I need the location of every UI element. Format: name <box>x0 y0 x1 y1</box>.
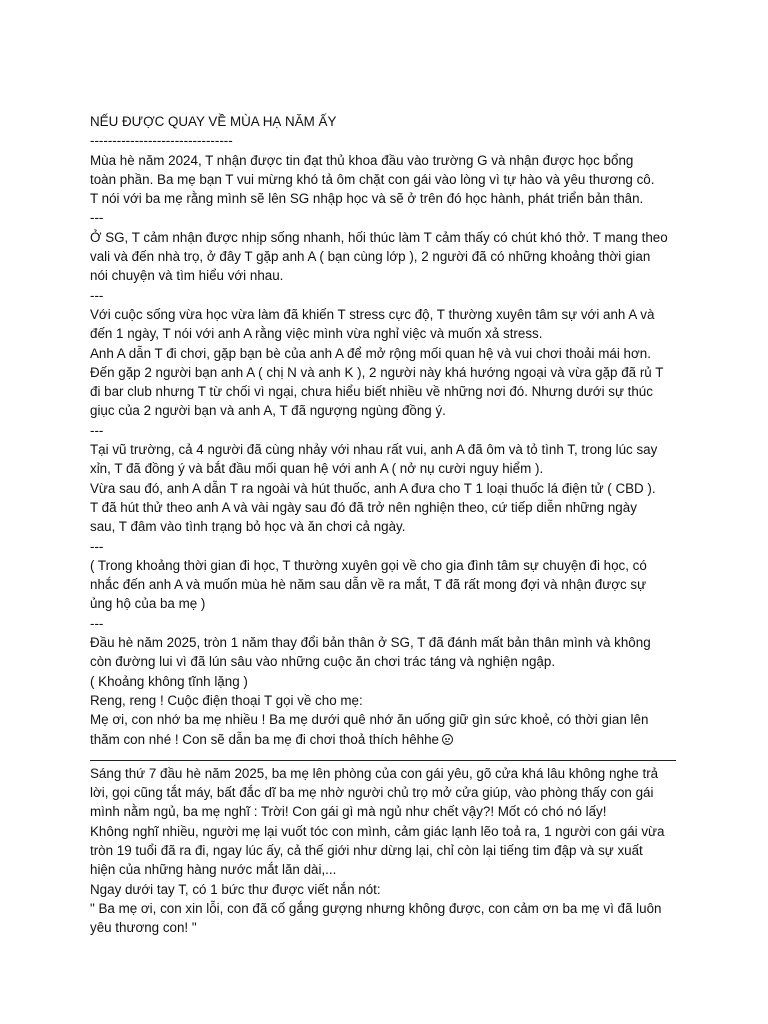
text-line: lời, gọi cũng tắt máy, bất đắc dĩ ba mẹ nhờ người chủ trọ mở cửa giúp, vào phòng thấy con gái <box>90 785 654 801</box>
phone-call-line <box>90 730 682 749</box>
text-line: đi bar club nhưng T từ chối vì ngại, chưa hiểu biết nhiều về những nơi đó. Nhưng dưới sự thúc <box>90 384 653 400</box>
text-line: Mùa hè năm 2024, T nhận được tin đạt thủ khoa đầu vào trường G và nhận được học bổng <box>90 152 634 168</box>
text-line: Anh A dẫn T đi chơi, gặp bạn bè của anh A để mở rộng mối quan hệ và vui chơi thoải mái hơn. <box>90 345 651 361</box>
text-line: " Ba mẹ ơi, con xin lỗi, con đã cố gắng gượng nhưng không được, con cảm ơn ba mẹ vì đã luôn <box>90 900 662 916</box>
text-line: toàn phần. Ba mẹ bạn T vui mừng khó tả ôm chặt con gái vào lòng vì tự hào và yêu thương cô. <box>90 171 655 187</box>
text-line: Ở SG, T cảm nhận được nhịp sống nhanh, hối thúc làm T cảm thấy có chút khó thở. T mang theo <box>90 229 668 245</box>
text-line: Đến gặp 2 người bạn anh A ( chị N và anh K ), 2 người này khá hướng ngoại và vừa gặp đã rủ T <box>90 364 664 380</box>
text-line: vali và đến nhà trọ, ở đây T gặp anh A ( bạn cùng lớp ), 2 người đã có những khoảng thời gian <box>90 249 651 265</box>
text-line: Không nghĩ nhiều, người mẹ lại vuốt tóc con mình, cảm giác lạnh lẽo toả ra, 1 người con gái vừa <box>90 823 665 839</box>
text-line: Reng, reng ! Cuộc điện thoại T gọi về cho mẹ: <box>90 692 363 708</box>
text-line: ủng hộ của ba mẹ ) <box>90 596 206 612</box>
text-line: ( Trong khoảng thời gian đi học, T thường xuyên gọi về cho gia đình tâm sự chuyện đi học, có <box>90 557 647 573</box>
text-line: Sáng thứ 7 đầu hè năm 2025, ba mẹ lên phòng của con gái yêu, gõ cửa khá lâu không nghe trả <box>90 765 659 781</box>
text-line: Với cuộc sống vừa học vừa làm đã khiến T stress cực độ, T thường xuyên tâm sự với anh A và <box>90 306 655 322</box>
phone-call-text: thăm con nhé ! Con sẽ dẫn ba mẹ đi chơi thoả thích hêhhe <box>90 731 439 747</box>
text-line: mình nằm ngủ, ba mẹ nghĩ : Trời! Con gái gì mà ngủ như chết vậy?! Mốt có chó nó lấy! <box>90 804 607 820</box>
text-line: --- <box>90 422 104 438</box>
text-line: --- <box>90 287 104 303</box>
story-part-2 <box>90 764 682 938</box>
text-line: Vừa sau đó, anh A dẫn T ra ngoài và hút thuốc, anh A đưa cho T 1 loại thuốc lá điện tử ( CBD ). <box>90 480 656 496</box>
document-title: NẾU ĐƯỢC QUAY VỀ MÙA HẠ NĂM ẤY <box>90 114 337 129</box>
text-line: -------------------------------- <box>90 133 233 149</box>
text-line: Ngay dưới tay T, có 1 bức thư được viết nắn nót: <box>90 881 381 897</box>
text-line: --- <box>90 210 104 226</box>
text-line: hiện của những hàng nước mắt lăn dài,... <box>90 862 337 878</box>
text-line: ( Khoảng không tĩnh lặng ) <box>90 673 248 689</box>
text-line: xỉn, T đã đồng ý và bắt đầu mối quan hệ với anh A ( nở nụ cười nguy hiểm ). <box>90 461 544 477</box>
text-line: --- <box>90 615 104 631</box>
document-page <box>90 112 682 937</box>
smiling-face-icon <box>442 734 453 745</box>
text-line: tròn 19 tuổi đã ra đi, ngay lúc ấy, cả thế giới như dừng lại, chỉ còn lại tiếng tim đập và sự xuất <box>90 842 643 858</box>
section-divider <box>90 760 676 761</box>
text-line: Mẹ ơi, con nhớ ba mẹ nhiều ! Ba mẹ dưới quê nhớ ăn uống giữ gìn sức khoẻ, có thời gian lên <box>90 712 649 728</box>
text-line: giục của 2 người bạn và anh A, T đã ngượng ngùng đồng ý. <box>90 403 446 419</box>
text-line: còn đường lui vì đã lún sâu vào những cuộc ăn chơi trác táng và nghiện ngập. <box>90 654 556 670</box>
story-part-1 <box>90 131 682 729</box>
text-line: sau, T đâm vào tình trạng bỏ học và ăn chơi cả ngày. <box>90 519 406 535</box>
text-line: T nói với ba mẹ rằng mình sẽ lên SG nhập học và sẽ ở trên đó học hành, phát triển bản thân. <box>90 191 644 207</box>
text-line: --- <box>90 538 104 554</box>
text-line: Đầu hè năm 2025, tròn 1 năm thay đổi bản thân ở SG, T đã đánh mất bản thân mình và không <box>90 635 651 651</box>
text-line: đến 1 ngày, T nói với anh A rằng việc mình vừa nghỉ việc và muốn xả stress. <box>90 326 543 342</box>
text-line: T đã hút thử theo anh A và vài ngày sau đó đã trở nên nghiện theo, cứ tiếp diễn những ngày <box>90 499 637 515</box>
text-line: nói chuyện và tìm hiểu với nhau. <box>90 268 284 284</box>
text-line: yêu thương con! " <box>90 920 197 936</box>
text-line: nhắc đến anh A và muốn mùa hè năm sau dẫn về ra mắt, T đã rất mong đợi và nhận được sự <box>90 577 647 593</box>
text-line: Tại vũ trường, cả 4 người đã cùng nhảy với nhau rất vui, anh A đã ôm và tỏ tình T, trong lúc say <box>90 442 658 458</box>
